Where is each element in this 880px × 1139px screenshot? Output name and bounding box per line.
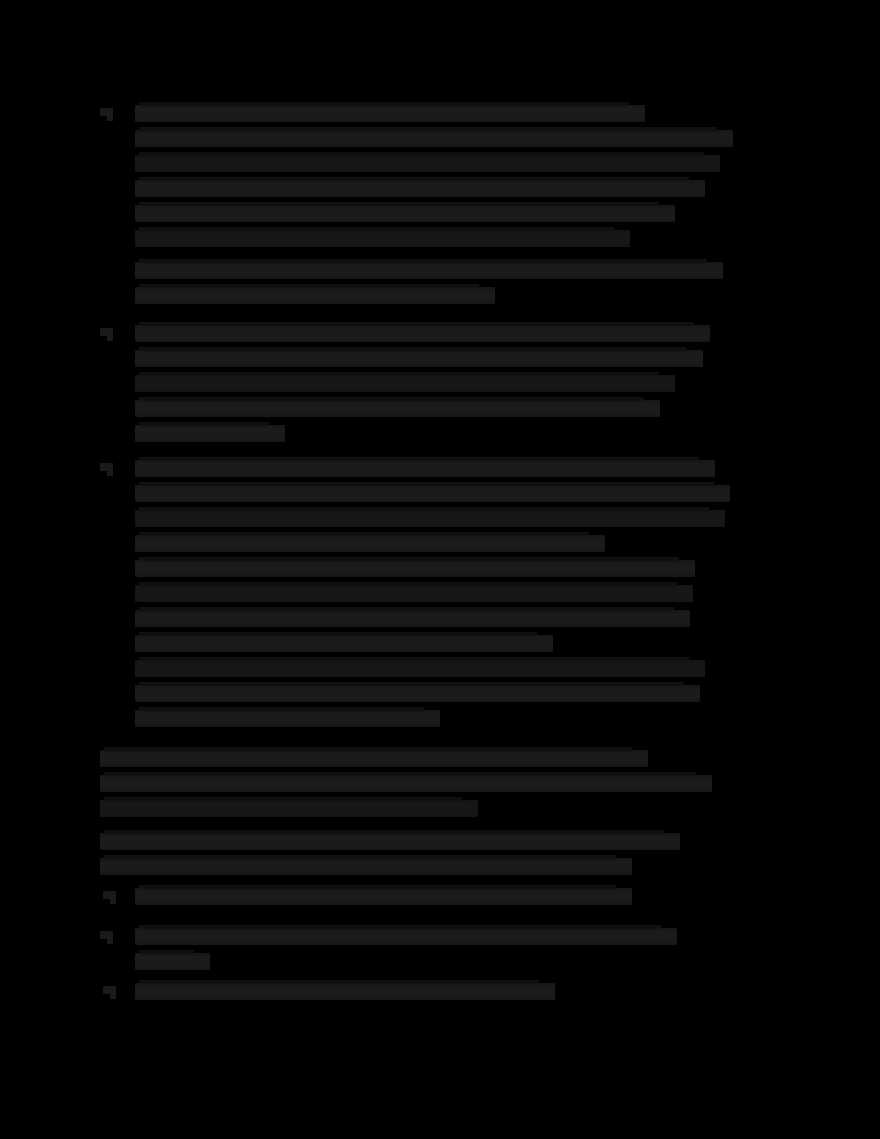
text-line bbox=[100, 858, 632, 875]
text-line-speckle bbox=[139, 707, 424, 711]
text-line bbox=[135, 953, 210, 970]
text-line bbox=[135, 350, 703, 367]
text-line bbox=[135, 710, 440, 727]
text-line bbox=[135, 685, 700, 702]
text-line bbox=[135, 262, 723, 279]
text-line-speckle bbox=[139, 322, 694, 326]
text-line bbox=[135, 105, 645, 122]
text-line bbox=[135, 425, 285, 442]
text-line-speckle bbox=[139, 632, 537, 636]
text-line bbox=[135, 485, 730, 502]
text-line bbox=[135, 535, 605, 552]
text-line bbox=[135, 155, 720, 172]
text-line-speckle bbox=[139, 422, 269, 426]
text-line-speckle bbox=[139, 682, 684, 686]
text-line bbox=[135, 460, 715, 477]
text-line-speckle bbox=[104, 797, 462, 801]
text-line-speckle bbox=[139, 950, 194, 954]
text-line bbox=[135, 205, 675, 222]
text-line-speckle bbox=[139, 102, 629, 106]
text-line-speckle bbox=[139, 202, 659, 206]
text-line bbox=[135, 983, 555, 1000]
bullet-icon bbox=[100, 463, 113, 476]
text-line bbox=[100, 800, 478, 817]
text-line-speckle bbox=[139, 925, 661, 929]
bullet-icon bbox=[100, 328, 113, 341]
text-line-speckle bbox=[139, 259, 707, 263]
bullet-icon bbox=[100, 108, 113, 121]
text-line-speckle bbox=[139, 507, 709, 511]
text-line bbox=[135, 130, 733, 147]
text-line bbox=[135, 888, 632, 905]
text-line bbox=[135, 635, 553, 652]
text-line-speckle bbox=[139, 482, 714, 486]
text-line-speckle bbox=[104, 747, 632, 751]
text-line-speckle bbox=[139, 372, 659, 376]
text-line-speckle bbox=[139, 607, 674, 611]
text-line bbox=[135, 560, 695, 577]
text-line-speckle bbox=[104, 855, 616, 859]
text-line bbox=[135, 230, 630, 247]
text-line bbox=[135, 325, 710, 342]
text-line-speckle bbox=[139, 284, 479, 288]
text-line-speckle bbox=[139, 152, 704, 156]
text-line bbox=[135, 287, 495, 304]
text-line-speckle bbox=[139, 457, 699, 461]
text-line-speckle bbox=[139, 557, 679, 561]
text-line bbox=[135, 585, 693, 602]
text-line-speckle bbox=[139, 532, 589, 536]
text-line bbox=[135, 660, 705, 677]
text-line bbox=[135, 510, 725, 527]
text-line-speckle bbox=[139, 657, 689, 661]
text-line bbox=[135, 928, 677, 945]
text-line-speckle bbox=[139, 127, 717, 131]
text-line bbox=[100, 775, 712, 792]
text-line-speckle bbox=[139, 397, 644, 401]
text-line-speckle bbox=[139, 227, 614, 231]
text-line-speckle bbox=[104, 772, 696, 776]
text-line bbox=[100, 750, 648, 767]
bullet-icon bbox=[100, 931, 113, 944]
text-line-speckle bbox=[104, 830, 664, 834]
text-line-speckle bbox=[139, 582, 677, 586]
text-line-speckle bbox=[139, 177, 689, 181]
text-line bbox=[135, 400, 660, 417]
text-line bbox=[100, 833, 680, 850]
text-line bbox=[135, 180, 705, 197]
text-line bbox=[135, 610, 690, 627]
bullet-icon bbox=[103, 986, 116, 999]
text-line-speckle bbox=[139, 885, 616, 889]
text-line-speckle bbox=[139, 980, 539, 984]
text-line bbox=[135, 375, 675, 392]
text-line-speckle bbox=[139, 347, 687, 351]
bullet-icon bbox=[103, 891, 116, 904]
